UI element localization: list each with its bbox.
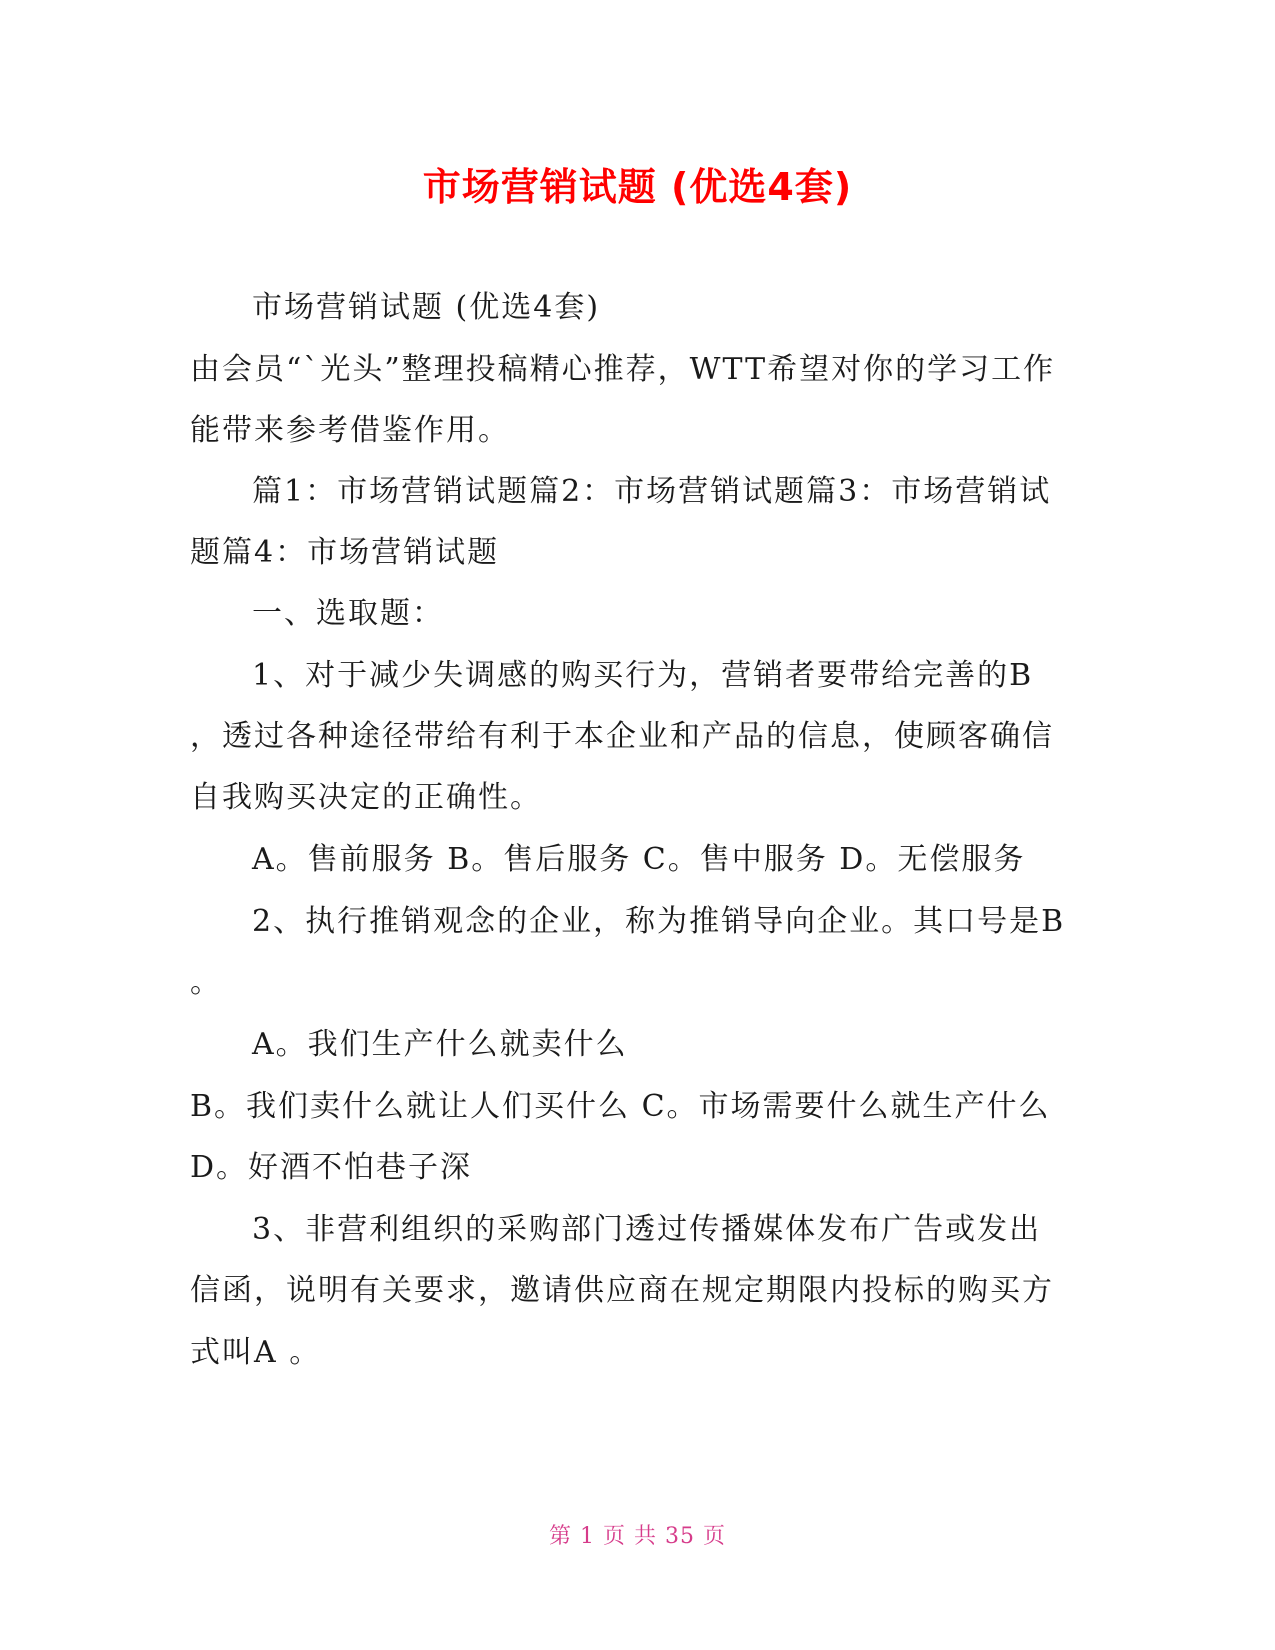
question-line: ，透过各种途径带给有利于本企业和产品的信息，使顾客确信 bbox=[190, 719, 1054, 754]
text-line: 能带来参考借鉴作用。 bbox=[190, 413, 510, 448]
question-line: 。 bbox=[190, 965, 222, 1000]
question-line: 信函，说明有关要求，邀请供应商在规定期限内投标的购买方 bbox=[190, 1273, 1054, 1308]
text-line: 由会员“`光头”整理投稿精心推荐，WTT希望对你的学习工作 bbox=[190, 352, 1056, 387]
answer-options: A。售前服务 B。售后服务 C。售中服务 D。无偿服务 bbox=[252, 842, 1026, 877]
section-heading: 一、选取题： bbox=[252, 596, 444, 631]
page-number-footer: 第 1 页 共 35 页 bbox=[549, 1524, 726, 1549]
question-line: 自我购买决定的正确性。 bbox=[190, 780, 542, 815]
answer-option: D。好酒不怕巷子深 bbox=[190, 1150, 473, 1185]
answer-option: A。我们生产什么就卖什么 bbox=[252, 1027, 628, 1062]
document-title: 市场营销试题 (优选4套) bbox=[422, 165, 853, 209]
text-line-subtitle: 市场营销试题 (优选4套) bbox=[252, 290, 601, 325]
answer-options: B。我们卖什么就让人们买什么 C。市场需要什么就生产什么 bbox=[190, 1089, 1051, 1124]
question-line: 式叫A 。 bbox=[190, 1335, 322, 1370]
text-line: 篇1：市场营销试题篇2：市场营销试题篇3：市场营销试 bbox=[252, 474, 1052, 509]
question-line: 1、对于减少失调感的购买行为，营销者要带给完善的B bbox=[252, 658, 1034, 693]
text-line: 题篇4：市场营销试题 bbox=[190, 535, 500, 570]
question-line: 2、执行推销观念的企业，称为推销导向企业。其口号是B bbox=[252, 904, 1066, 939]
question-line: 3、非营利组织的采购部门透过传播媒体发布广告或发出 bbox=[252, 1212, 1042, 1247]
